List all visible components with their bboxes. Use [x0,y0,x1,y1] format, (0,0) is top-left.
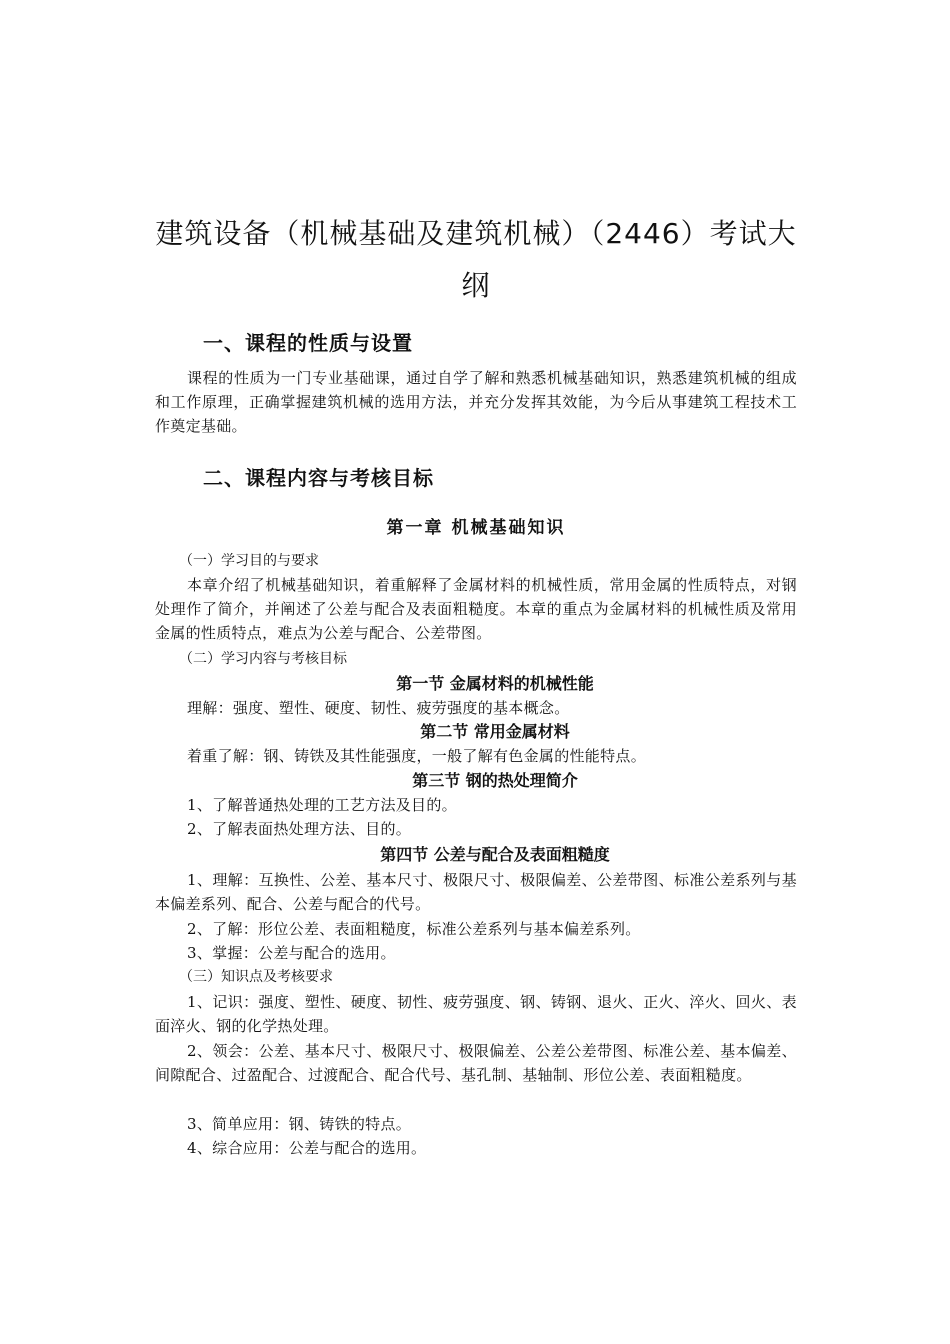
chapter-1-subheading-1: （一）学习目的与要求 [179,553,319,569]
section-4-item-2: 2、了解：形位公差、表面粗糙度，标准公差系列与基本偏差系列。 [187,920,641,938]
section-2-line: 着重了解：钢、铸铁及其性能强度，一般了解有色金属的性能特点。 [187,747,647,765]
chapter-1-subheading-3: （三）知识点及考核要求 [179,969,333,985]
section-3-line-1: 1、了解普通热处理的工艺方法及目的。 [187,796,457,814]
section-4-item-1: 1、理解：互换性、公差、基本尺寸、极限尺寸、极限偏差、公差带图、标准公差系列与基本偏差系列、配合、公差与配合的代号。 [155,871,797,913]
section-4-item-3: 3、掌握：公差与配合的选用。 [187,944,396,962]
document-title: 建筑设备（机械基础及建筑机械）（2446）考试大纲 [155,217,797,302]
requirement-3: 3、简单应用：钢、铸铁的特点。 [187,1115,412,1133]
section-heading-1: 一、课程的性质与设置 [203,331,413,355]
section-1-title: 第一节 金属材料的机械性能 [396,674,594,693]
section-4-title: 第四节 公差与配合及表面粗糙度 [380,845,610,864]
requirement-1: 1、记识：强度、塑性、硬度、韧性、疲劳强度、钢、铸钢、退火、正火、淬火、回火、表面淬火、钢的化学热处理。 [155,993,797,1035]
section-1-line: 理解：强度、塑性、硬度、韧性、疲劳强度的基本概念。 [187,699,570,717]
chapter-1-intro: 本章介绍了机械基础知识，着重解释了金属材料的机械性质，常用金属的性质特点，对钢处理作了简介，并阐述了公差与配合及表面粗糙度。本章的重点为金属材料的机械性质及常用金属的性质特点，难点为公差与配合、公差带图。 [155,576,797,642]
section-2-title: 第二节 常用金属材料 [420,722,570,741]
section-3-line-2: 2、了解表面热处理方法、目的。 [187,820,412,838]
section-3-title: 第三节 钢的热处理简介 [412,771,578,790]
chapter-1-subheading-2: （二）学习内容与考核目标 [179,651,347,667]
requirement-2: 2、领会：公差、基本尺寸、极限尺寸、极限偏差、公差公差带图、标准公差、基本偏差、间隙配合、过盈配合、过渡配合、配合代号、基孔制、基轴制、形位公差、表面粗糙度。 [155,1042,797,1084]
section-1-paragraph: 课程的性质为一门专业基础课，通过自学了解和熟悉机械基础知识，熟悉建筑机械的组成和工作原理，正确掌握建筑机械的选用方法，并充分发挥其效能，为今后从事建筑工程技术工作奠定基础。 [155,369,797,435]
requirement-4: 4、综合应用：公差与配合的选用。 [187,1139,427,1157]
section-heading-2: 二、课程内容与考核目标 [203,466,434,490]
chapter-1-title: 第一章 机械基础知识 [386,518,566,538]
